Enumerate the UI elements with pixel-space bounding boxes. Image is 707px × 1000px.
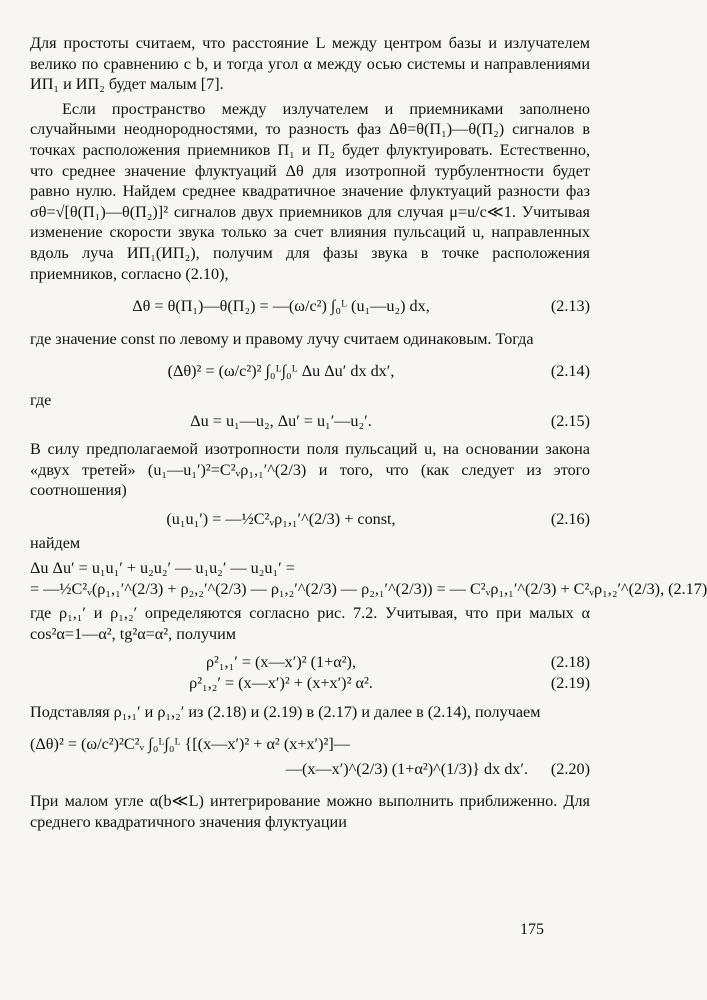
paragraph-1: Для простоты считаем, что расстояние L между центром базы и излучателем велико по сравнению с b, и тогда угол α между осью системы и направлениями ИП₁ и ИП₂ будет малым [7]. <box>30 34 590 94</box>
equation-2-19-body: ρ²₁,₂′ = (x—x′)² + (x+x′)² α². <box>189 674 373 693</box>
equation-2-19 <box>30 673 590 694</box>
equation-2-13-number: (2.13) <box>550 297 590 316</box>
paragraph-6: найдем <box>30 534 81 553</box>
paragraph-7: где ρ₁,₁′ и ρ₁,₂′ определяются согласно рис. 7.2. Учитывая, что при малых α cos²α=1—α², tg²α=α², получим <box>30 604 590 643</box>
equation-2-20-first-line: (Δθ)² = (ω/c²)²C²ᵥ ∫₀ᴸ∫₀ᴸ {[(x—x′)² + α² (x+x′)²]— <box>30 735 350 754</box>
equation-2-17-second-line: = —½C²ᵥ(ρ₁,₁′^(2/3) + ρ₂,₂′^(2/3) — ρ₁,₂′^(2/3) — ρ₂,₁′^(2/3)) = — C²ᵥρ₁,₁′^(2/3) + C²ᵥρ₁,₂′^(2/3), <box>30 579 665 598</box>
paragraph-2: Если пространство между излучателем и приемниками заполнено случайными неоднородностями, то разность фаз Δθ=θ(П₁)—θ(П₂) сигналов в точках расположения приемников П₁ и П₂ будет флуктуировать. Естественно, что среднее значение флуктуаций Δθ для изотропной турбулентности будет равно нулю. Найдем среднее квадратичное значение флуктуаций разности фаз σθ=√[θ(П₁)—θ(П₂)]² сигналов двух приемников для случая μ=u/c≪1. Учитывая изменение скорости звука только за счет влияния пульсаций u, направленных вдоль луча ИП₁(ИП₂), получим для фазы звука в точке расположения приемников, согласно (2.10), <box>30 99 590 283</box>
equation-2-16-number: (2.16) <box>550 509 590 528</box>
equation-2-15-number: (2.15) <box>550 411 590 430</box>
equation-2-20-line-1 <box>30 734 590 755</box>
paragraph-3: где значение const по левому и правому лучу считаем одинаковым. Тогда <box>30 329 534 348</box>
equation-2-13-body: Δθ = θ(П₁)—θ(П₂) = —(ω/c²) ∫₀ᴸ (u₁—u₂) dx, <box>132 297 430 316</box>
equation-2-14-number: (2.14) <box>550 362 590 381</box>
equation-2-17-number: (2.17) <box>668 579 707 598</box>
equation-2-18-body: ρ²₁,₁′ = (x—x′)² (1+α²), <box>205 653 356 672</box>
equation-2-18-number: (2.18) <box>550 653 590 672</box>
paragraph-8: Подставляя ρ₁,₁′ и ρ₁,₂′ из (2.18) и (2.19) в (2.17) и далее в (2.14), получаем <box>30 702 541 721</box>
paragraph-4: где <box>30 390 52 409</box>
equation-2-16-body: (u₁u₁′) = —½C²ᵥρ₁,₁′^(2/3) + const, <box>166 509 396 528</box>
equation-2-20-line-2 <box>30 759 590 780</box>
equation-2-15-body: Δu = u₁—u₂, Δu′ = u₁′—u₂′. <box>190 411 372 430</box>
equation-2-17-line-1 <box>30 558 590 579</box>
book-page <box>30 33 707 833</box>
equation-2-14-body: (Δθ)² = (ω/c²)² ∫₀ᴸ∫₀ᴸ Δu Δu′ dx dx′, <box>167 362 395 381</box>
equation-2-13 <box>30 296 590 317</box>
equation-2-15 <box>30 411 590 432</box>
equation-2-18 <box>30 652 590 673</box>
paragraph-5: В силу предполагаемой изотропности поля пульсаций u, на основании закона «двух третей» (u₁—u₁′)²=C²ᵥρ₁,₁′^(2/3) и того, что (как следует из этого соотношения) <box>30 440 590 500</box>
equation-2-20-second-line: —(x—x′)^(2/3) (1+α²)^(1/3)} dx dx′. <box>285 759 528 778</box>
paragraph-9: При малом угле α(b≪L) интегрирование можно выполнить приближенно. Для среднего квадратичного значения флуктуации <box>30 792 590 831</box>
equation-2-20-number: (2.20) <box>550 759 590 778</box>
equation-2-14 <box>30 361 590 382</box>
equation-2-16 <box>30 509 590 530</box>
equation-2-17-first-line: Δu Δu′ = u₁u₁′ + u₂u₂′ — u₁u₂′ — u₂u₁′ = <box>30 559 295 578</box>
equation-2-19-number: (2.19) <box>550 674 590 693</box>
equation-2-17-line-2 <box>30 579 707 600</box>
page-number: 175 <box>520 921 544 938</box>
